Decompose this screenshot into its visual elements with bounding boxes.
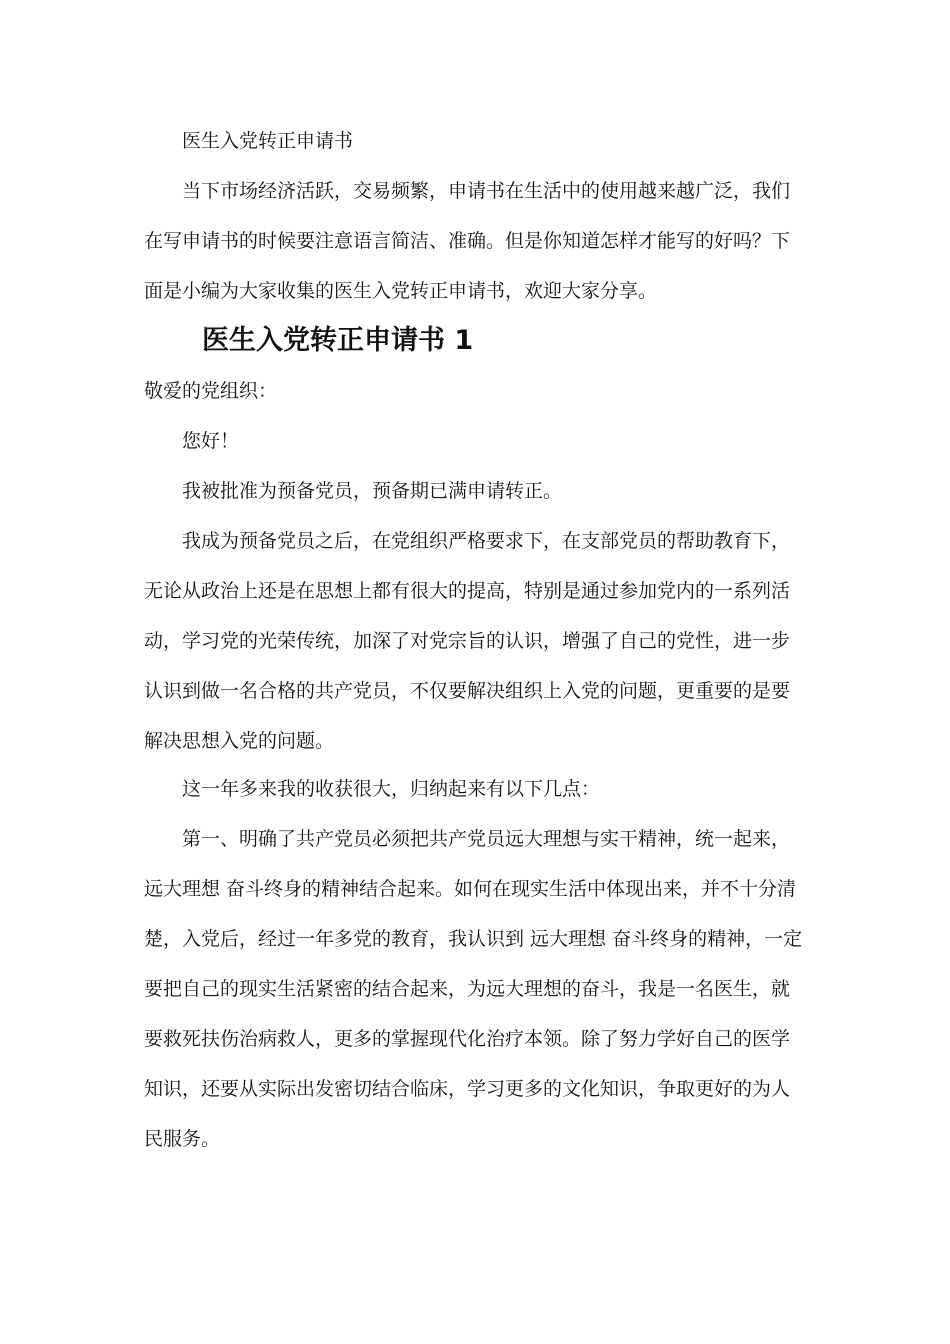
paragraph-line: 我成为预备党员之后，在党组织严格要求下，在支部党员的帮助教育下， <box>182 530 791 552</box>
greeting: 您好！ <box>182 430 240 452</box>
paragraph-line: 我被批准为预备党员，预备期已满申请转正。 <box>182 480 563 502</box>
paragraph-line: 认识到做一名合格的共产党员，不仅要解决组织上入党的问题，更重要的是要 <box>144 680 791 702</box>
salutation: 敬爱的党组织： <box>144 380 278 402</box>
intro-line: 面是小编为大家收集的医生入党转正申请书，欢迎大家分享。 <box>144 280 658 302</box>
intro-title: 医生入党转正申请书 <box>182 130 354 152</box>
paragraph-line: 这一年多来我的收获很大，归纳起来有以下几点： <box>182 778 601 800</box>
paragraph-line: 知识，还要从实际出发密切结合临床，学习更多的文化知识，争取更好的为人 <box>144 1078 791 1100</box>
paragraph-line: 民服务。 <box>144 1128 221 1150</box>
paragraph-line: 要把自己的现实生活紧密的结合起来，为远大理想的奋斗，我是一名医生，就 <box>144 978 791 1000</box>
paragraph-line: 楚，入党后，经过一年多党的教育，我认识到 远大理想 奋斗终身的精神，一定 <box>144 928 803 950</box>
section-heading: 医生入党转正申请书 1 <box>202 325 474 356</box>
paragraph-line: 无论从政治上还是在思想上都有很大的提高，特别是通过参加党内的一系列活 <box>144 580 791 602</box>
paragraph-line: 解决思想入党的问题。 <box>144 730 335 752</box>
paragraph-line: 要救死扶伤治病救人，更多的掌握现代化治疗本领。除了努力学好自己的医学 <box>144 1028 791 1050</box>
intro-line: 在写申请书的时候要注意语言简洁、准确。但是你知道怎样才能写的好吗？下 <box>144 230 791 252</box>
paragraph-line: 第一、明确了共产党员必须把共产党员远大理想与实干精神，统一起来， <box>182 828 791 850</box>
paragraph-line: 远大理想 奋斗终身的精神结合起来。如何在现实生活中体现出来，并不十分清 <box>144 878 797 900</box>
paragraph-line: 动，学习党的光荣传统，加深了对党宗旨的认识，增强了自己的党性，进一步 <box>144 630 791 652</box>
intro-line: 当下市场经济活跃，交易频繁，申请书在生活中的使用越来越广泛，我们 <box>182 180 791 202</box>
